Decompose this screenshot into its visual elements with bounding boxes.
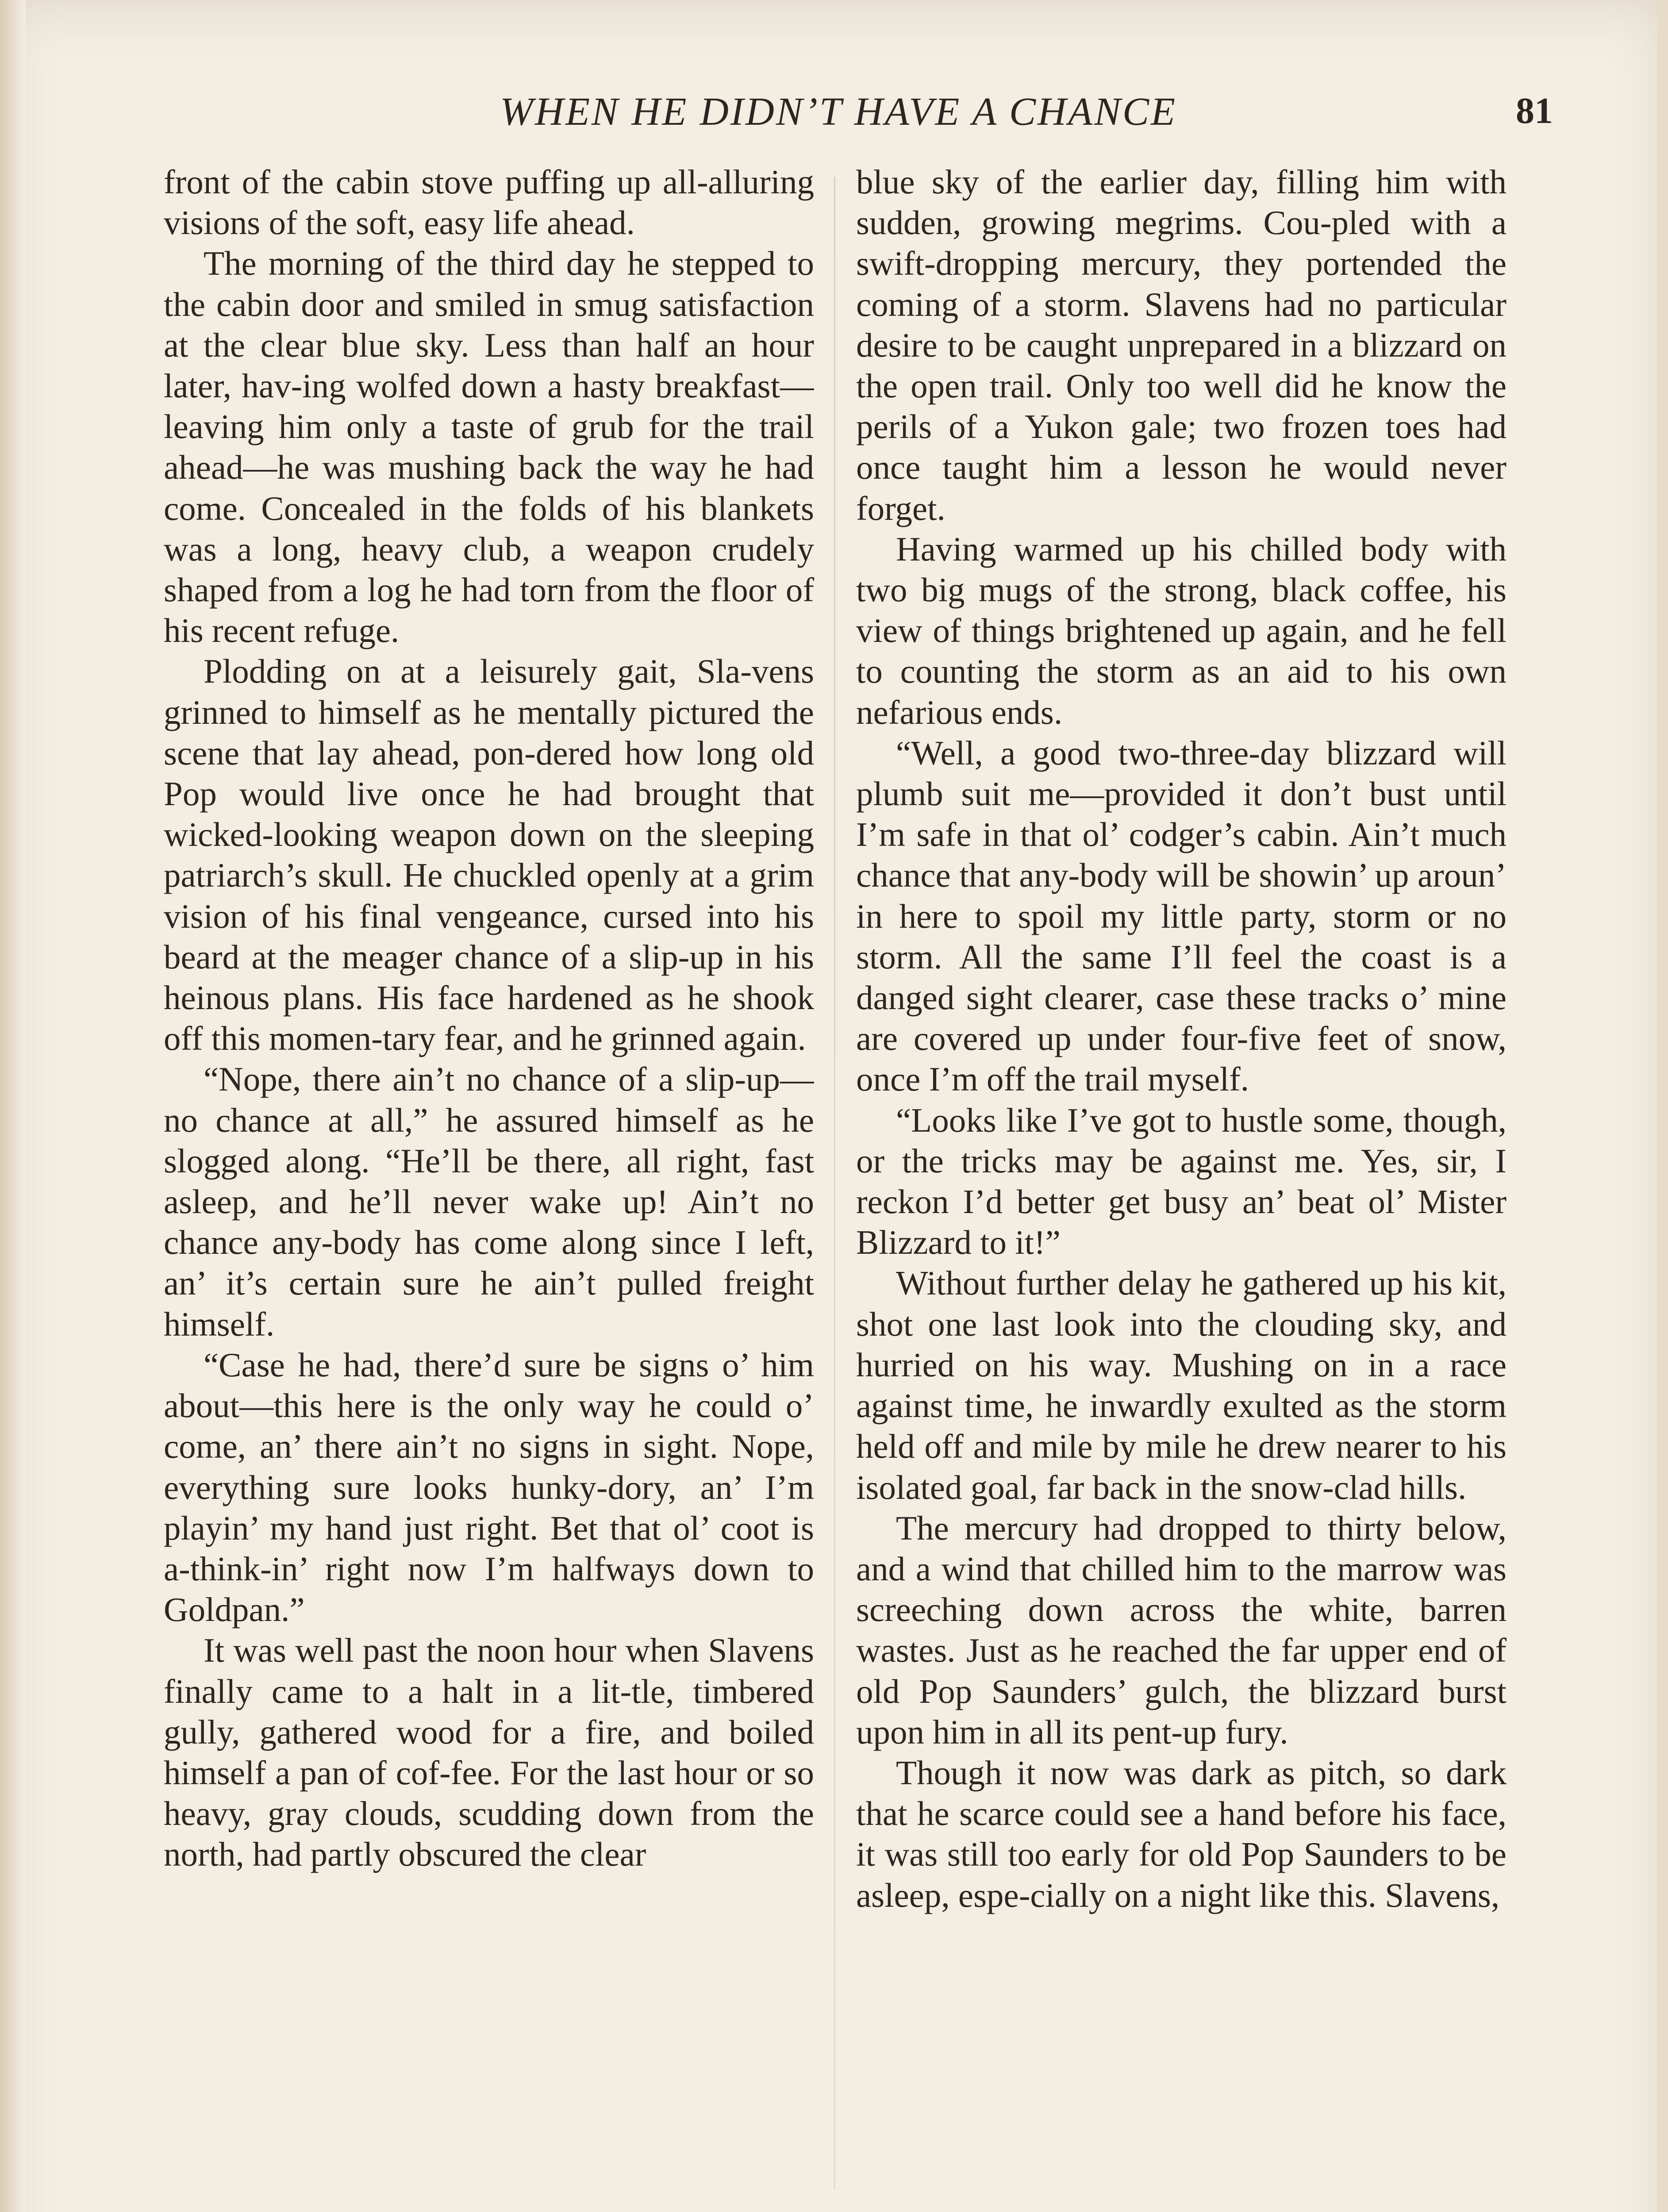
paragraph: Without further delay he gathered up his kit, shot one last look into the clouding sky, and hurried on his way. Mushing on in a race against time, he inwardly exulted as the storm held off and mile by mile he drew nearer to his isolated goal, far back in the snow-clad hills. [856,1264,1507,1506]
paragraph: The mercury had dropped to thirty below, and a wind that chilled him to the marrow was screeching down across the white, barren wastes. Just as he reached the far upper end of old Pop Saunders’ gulch, the blizzard burst upon him in all its pent-up fury. [856,1509,1507,1751]
page-header [146,83,1553,141]
running-title: WHEN HE DIDN’T HAVE A CHANCE [500,90,1177,134]
page-number: 81 [1516,90,1553,131]
paragraph: “Well, a good two-three-day blizzard will plumb suit me—provided it don’t bust until I’m safe in that ol’ codger’s cabin. Ain’t much chance that any-body will be showin’ up aroun’ in here to spoil my little party, storm or no storm. All the same I’ll feel the coast is a danged sight clearer, case these tracks o’ mine are covered up under four-five feet of snow, once I’m off the trail myself. [856,733,1507,1098]
page-outer-edge [1657,0,1668,2212]
page-binding-edge [0,0,26,2212]
paragraph: Though it now was dark as pitch, so dark that he scarce could see a hand before his face, it was still too early for old Pop Saunders to be asleep, espe-cially on a night like this. Slavens, [856,1753,1507,1914]
paragraph: Having warmed up his chilled body with two big mugs of the strong, black coffee, his view of things brightened up again, and he fell to counting the storm as an aid to his own nefarious ends. [856,530,1507,731]
right-text-column [856,161,1507,2212]
paragraph: “Looks like I’ve got to hustle some, though, or the tricks may be against me. Yes, sir, I reckon I’d better get busy an’ beat ol’ Mister Blizzard to it!” [856,1101,1507,1262]
paragraph: front of the cabin stove puffing up all-alluring visions of the soft, easy life ahead. [164,163,814,242]
paragraph: Plodding on at a leisurely gait, Sla-vens grinned to himself as he mentally pictured the scene that lay ahead, pon-dered how long old Pop would live once he had brought that wicked-looking weapon down on the sleeping patriarch’s skull. He chuckled openly at a grim vision of his final vengeance, cursed into his beard at the meager chance of a slip-up in his heinous plans. His face hardened as he shook off this momen-tary fear, and he grinned again. [164,652,814,1058]
paragraph: “Case he had, there’d sure be signs o’ him about—this here is the only way he could o’ come, an’ there ain’t no signs in sight. Nope, everything sure looks hunky-dory, an’ I’m playin’ my hand just right. Bet that ol’ coot is a-think-in’ right now I’m halfways down to Goldpan.” [164,1345,814,1629]
column-gutter [834,177,835,2190]
paragraph: “Nope, there ain’t no chance of a slip-up—no chance at all,” he assured himself as he slogged along. “He’ll be there, all right, fast asleep, and he’ll never wake up! Ain’t no chance any-body has come along since I left, an’ it’s certain sure he ain’t pulled freight himself. [164,1060,814,1343]
left-text-column [164,161,814,2212]
paragraph: The morning of the third day he stepped to the cabin door and smiled in smug satisfaction at the clear blue sky. Less than half an hour later, hav-ing wolfed down a hasty breakfast—leaving him only a taste of grub for the trail ahead—he was mushing back the way he had come. Concealed in the folds of his blankets was a long, heavy club, a weapon crudely shaped from a log he had torn from the floor of his recent refuge. [164,244,814,650]
paragraph: blue sky of the earlier day, filling him with sudden, growing megrims. Cou-pled with a swift-dropping mercury, they portended the coming of a storm. Slavens had no particular desire to be caught unprepared in a blizzard on the open trail. Only too well did he know the perils of a Yukon gale; two frozen toes had once taught him a lesson he would never forget. [856,163,1507,527]
paragraph: It was well past the noon hour when Slavens finally came to a halt in a lit-tle, timbered gully, gathered wood for a fire, and boiled himself a pan of cof-fee. For the last hour or so heavy, gray clouds, scudding down from the north, had partly obscured the clear [164,1631,814,1874]
